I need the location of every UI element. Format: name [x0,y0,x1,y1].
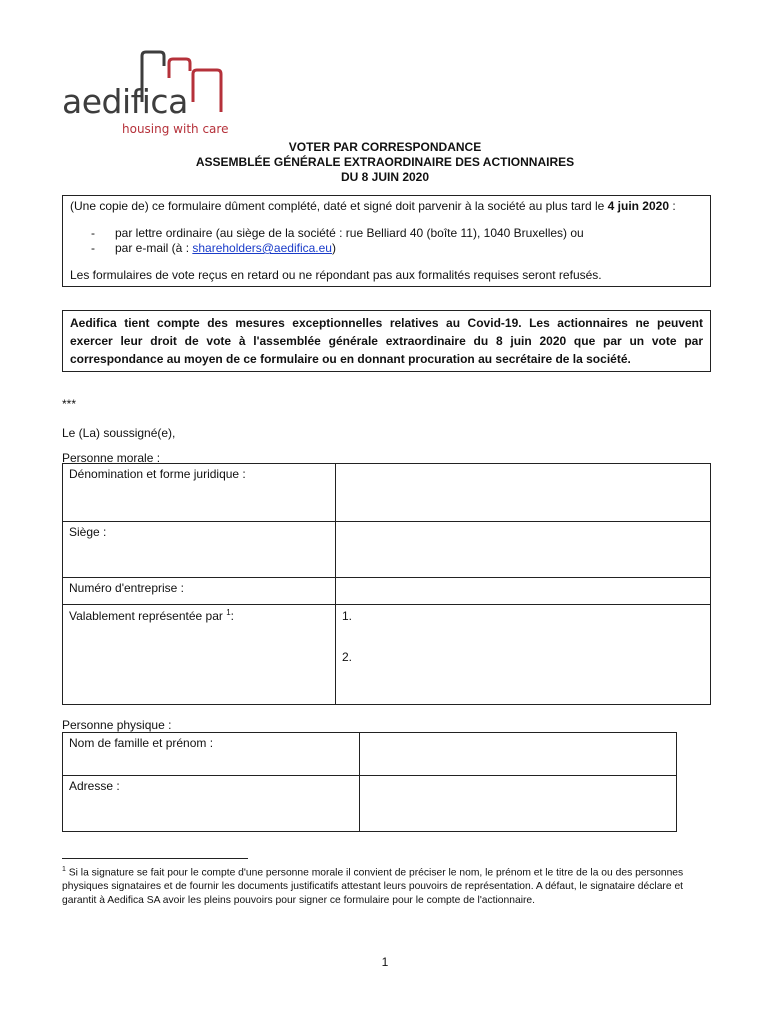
bullet-postal: par lettre ordinaire (au siège de la société : rue Belliard 40 (boîte 11), 1040 Bruxelles) ou [115,226,584,240]
legal-person-table [62,463,711,705]
logo-tagline: housing with care [122,122,229,136]
legal-name-label: Dénomination et forme juridique : [63,464,336,522]
separator-stars: *** [62,397,77,411]
footnote-text: Si la signature se fait pour le compte d'une personne morale il convient de préciser le nom, le prénom et le titre de la ou des personnes physiques signataires et de fournir les documents justificatifs attestant leurs pouvoirs de représentation. A défaut, le signataire déclare et garantit à Aedifica SA avoir les pleins pouvoirs pour signer ce formulaire pour le compte de l'actionnaire. [62,867,684,907]
intro-suffix: : [669,199,676,213]
covid-line-1: Aedifica tient compte des mesures exceptionnelles relatives au Covid-19. Les actionnaires ne peuvent [70,316,703,330]
email-prefix: par e-mail (à : [115,241,193,255]
late-forms-note: Les formulaires de vote reçus en retard ou ne répondant pas aux formalités requises seront refusés. [70,268,602,282]
natural-person-heading: Personne physique : [62,718,172,732]
bullet-dash-2: - [91,241,95,255]
title-line-2: ASSEMBLÉE GÉNÉRALE EXTRAORDINAIRE DES ACTIONNAIRES [195,155,575,169]
registered-office-field[interactable] [336,522,711,578]
intro-text: (Une copie de) ce formulaire dûment complété, daté et signé doit parvenir à la société au plus tard le [70,199,608,213]
address-field[interactable] [360,776,677,832]
represented-by-field[interactable] [336,605,711,705]
title-line-3: DU 8 JUIN 2020 [340,170,430,184]
title-line-1: VOTER PAR CORRESPONDANCE [288,140,482,154]
natural-person-table [62,732,677,832]
covid-notice-box [62,310,711,372]
registered-office-label: Siège : [63,522,336,578]
footnote-ref: 1 [226,608,231,617]
representative-1: 1. [342,609,353,623]
bullet-dash-1: - [91,226,95,240]
deadline-date: 4 juin 2020 [607,199,670,213]
footnote-number: 1 [62,866,66,873]
address-label: Adresse : [63,776,360,832]
submission-intro [70,199,676,213]
email-suffix: ) [331,241,336,255]
covid-line-3: correspondance au moyen de ce formulaire ou en donnant procuration au secrétaire de la société. [70,352,631,366]
logo-wordmark: aedifica [62,82,188,121]
footnote-divider [62,858,248,859]
submission-info-box [62,195,711,287]
legal-name-field[interactable] [336,464,711,522]
company-number-field[interactable] [336,578,711,605]
represented-by-text: Valablement représentée par [69,609,227,623]
covid-line-2: exercer leur droit de vote à l'assemblée générale extraordinaire du 8 juin 2020 que par un vote par [70,334,703,348]
full-name-label: Nom de famille et prénom : [63,733,360,776]
full-name-field[interactable] [360,733,677,776]
footnote [62,863,712,908]
page-number: 1 [381,955,389,969]
represented-by-colon: : [230,609,235,623]
shareholders-email-link[interactable]: shareholders@aedifica.eu [192,241,332,255]
bullet-email [115,241,336,255]
represented-by-label [63,605,336,705]
undersigned-label: Le (La) soussigné(e), [62,426,176,440]
company-number-label: Numéro d'entreprise : [63,578,336,605]
representative-2: 2. [342,650,353,664]
legal-person-heading: Personne morale : [62,451,161,465]
